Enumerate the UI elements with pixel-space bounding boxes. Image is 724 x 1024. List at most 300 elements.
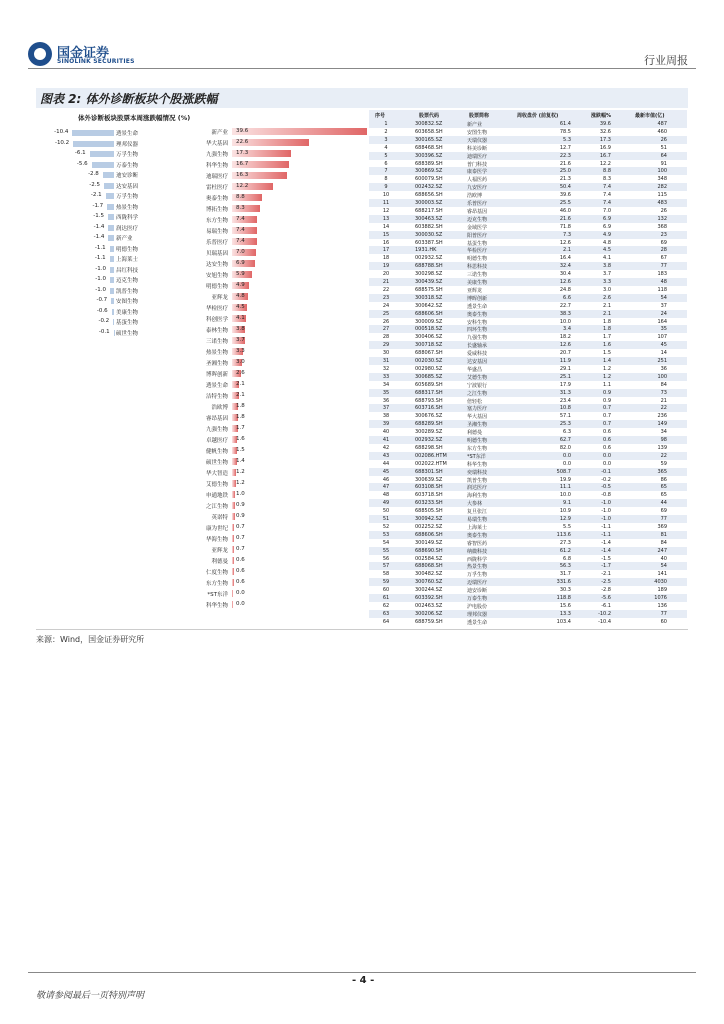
table-cell: 12.6 (559, 239, 571, 246)
table-row (369, 618, 687, 626)
table-cell: 22 (660, 405, 667, 412)
table-cell: 688575.SH (415, 286, 443, 293)
table-cell: 阳普医疗 (467, 232, 488, 239)
table-cell: 西陇科学 (467, 556, 488, 563)
table-cell: 6.9 (603, 215, 611, 222)
table-cell: 上海莱士 (467, 524, 488, 531)
neg-bar-label: 明德生物 (116, 246, 139, 253)
col-header-index: 序号 (375, 113, 386, 119)
table-row (369, 270, 687, 278)
neg-bar-label: 新产业 (116, 236, 133, 242)
table-cell: 科华生物 (467, 461, 488, 468)
table-cell: 8 (384, 176, 388, 183)
pos-bar (232, 128, 367, 135)
table-cell: 32.4 (559, 263, 571, 270)
table-cell: 35 (382, 389, 390, 396)
table-cell: 483 (657, 200, 667, 206)
table-cell: 长盛轴承 (467, 343, 488, 350)
table-cell: 4.9 (603, 231, 611, 238)
table-cell: 508.7 (556, 468, 571, 475)
table-row (369, 428, 687, 436)
table-cell: 迈瑞医疗 (467, 580, 488, 587)
table-cell: 1.4 (603, 358, 611, 364)
pos-bar (232, 524, 234, 531)
table-cell: -1.0 (601, 516, 611, 522)
table-cell: 23.4 (559, 397, 571, 404)
neg-bar-label: 美康生物 (116, 309, 139, 316)
table-cell: 3 (384, 136, 388, 143)
neg-bar (111, 298, 114, 304)
page-number: - 4 - (352, 975, 375, 986)
table-cell: *ST东洋 (467, 453, 486, 460)
table-row (369, 318, 687, 326)
table-cell: 亚辉龙 (467, 287, 483, 294)
pos-bar-label: 睿昂基因 (205, 416, 228, 422)
table-cell: 4.5 (603, 247, 611, 254)
pos-bar-value: 4.9 (236, 282, 245, 288)
table-cell: 7 (384, 168, 388, 175)
table-row (369, 278, 687, 286)
table-cell: 247 (657, 547, 667, 554)
pos-bar-value: 8.8 (236, 194, 245, 200)
table-row (369, 365, 687, 373)
neg-bar-label: 凯普生物 (116, 288, 139, 295)
table-cell: 57.1 (559, 413, 571, 420)
pos-bar (232, 513, 235, 520)
table-cell: 32.6 (599, 128, 611, 135)
pos-bar-value: 3.7 (236, 337, 245, 343)
table-cell: 4030 (654, 579, 667, 586)
table-cell: 4 (384, 144, 388, 151)
table-cell: 12.7 (559, 144, 571, 151)
table-row (369, 444, 687, 452)
table-cell: 迈克生物 (467, 216, 488, 223)
table-cell: 369 (657, 523, 667, 530)
table-cell: 1.2 (603, 373, 611, 380)
table-cell: 25 (382, 310, 390, 317)
pos-bar-value: 2.1 (236, 381, 245, 387)
table-cell: 45 (382, 468, 390, 475)
pos-bar-value: 0.0 (236, 590, 245, 596)
table-row (369, 215, 687, 223)
table-row (369, 160, 687, 168)
pos-bar-label: 奥泰生物 (205, 196, 228, 202)
source-note: 来源：Wind，国金证券研究所 (36, 635, 145, 644)
table-cell: 300642.SZ (415, 302, 443, 309)
pos-bar-value: 17.3 (236, 150, 249, 156)
table-cell: 0.6 (603, 444, 611, 451)
table-cell: 300676.SZ (415, 413, 443, 420)
table-cell: 三诺生物 (467, 272, 488, 279)
table-cell: 603882.SH (415, 223, 443, 230)
table-cell: 21.6 (559, 160, 571, 167)
table-cell: 61.2 (559, 547, 571, 554)
neg-bar-value: -0.7 (96, 297, 108, 303)
table-cell: 002584.SZ (415, 555, 443, 562)
table-cell: 7.3 (563, 231, 571, 238)
table-cell: 0.0 (563, 452, 571, 459)
table-cell: -10.2 (598, 610, 611, 617)
table-cell: 44 (660, 500, 667, 507)
table-cell: 纳微科技 (467, 548, 488, 555)
table-cell: 300406.SZ (415, 334, 443, 341)
neg-bar (110, 267, 114, 273)
table-cell: 14 (660, 350, 667, 357)
neg-bar (72, 130, 114, 136)
neg-bar-label: 理邦仪器 (116, 141, 139, 148)
table-cell: 113.6 (556, 531, 571, 538)
neg-bar-label: 硕世生物 (116, 330, 139, 337)
table-cell: 300149.SZ (415, 539, 443, 546)
table-cell: 5 (384, 152, 388, 159)
table-row (369, 562, 687, 570)
table-cell: 万孚生物 (467, 572, 488, 579)
table-cell: 77 (660, 610, 667, 617)
table-cell: 10.8 (559, 405, 571, 412)
table-cell: 300685.SZ (415, 373, 443, 380)
table-cell: 5.3 (563, 136, 571, 143)
table-cell: 华检医疗 (467, 248, 488, 255)
pos-bar-value: 16.3 (236, 172, 249, 178)
pos-bar-value: 3.0 (236, 359, 245, 365)
neg-bar-label: 达安基因 (116, 183, 139, 190)
table-cell: 43 (382, 452, 390, 459)
table-cell: 睿昂基因 (467, 208, 488, 215)
table-row (369, 128, 687, 136)
neg-bar-label: 润达医疗 (116, 225, 139, 232)
table-cell: 0.7 (603, 405, 611, 412)
table-cell: 50 (382, 508, 390, 515)
table-cell: 688289.SH (415, 421, 443, 428)
pos-bar-label: 亚辉龙 (211, 295, 228, 301)
table-cell: 118 (657, 286, 667, 293)
table-cell: -1.7 (601, 563, 611, 570)
pos-bar-label: 雷杜医疗 (205, 185, 228, 191)
neg-bar (104, 183, 114, 189)
table-cell: 0.0 (603, 452, 611, 459)
table-row (369, 404, 687, 412)
table-row (369, 120, 687, 128)
table-cell: 300009.SZ (415, 318, 443, 325)
table-cell: 6.9 (603, 223, 611, 230)
table-cell: 8.3 (603, 176, 611, 183)
table-cell: 四环生物 (467, 327, 488, 334)
table-cell: 迪瑞医疗 (467, 153, 488, 160)
table-cell: 热景生物 (467, 564, 488, 571)
table-cell: 603392.SH (415, 595, 443, 601)
pos-bar-label: 健帆生物 (205, 449, 228, 455)
table-cell: -0.5 (601, 484, 611, 491)
table-cell: 84 (660, 539, 667, 546)
table-cell: 4.1 (603, 255, 611, 262)
table-cell: 26 (382, 318, 390, 325)
table-cell: 迪安诊断 (467, 588, 488, 595)
table-cell: 487 (657, 121, 667, 127)
table-cell: 15 (382, 231, 390, 238)
table-cell: 60 (382, 587, 390, 594)
pos-bar-value: 3.8 (236, 326, 245, 332)
table-cell: 002252.SZ (415, 523, 443, 530)
neg-bar-label: 基蛋生物 (116, 320, 139, 326)
table-row (369, 539, 687, 547)
table-cell: 17 (382, 247, 390, 254)
neg-bar-value: -1.0 (95, 286, 106, 293)
neg-bar (92, 162, 114, 168)
neg-bar-label: 万孚生物 (116, 152, 139, 158)
table-cell: 300206.SZ (415, 610, 443, 617)
table-cell: 12 (382, 207, 390, 214)
table-cell: 81 (660, 531, 667, 538)
table-cell: 透景生命 (467, 303, 488, 310)
pos-bar (232, 568, 234, 575)
table-row (369, 246, 687, 254)
table-cell: 82.0 (559, 444, 571, 451)
table-cell: 39 (382, 421, 390, 428)
table-row (369, 547, 687, 555)
table-cell: 3.4 (563, 326, 571, 333)
table-cell: 605689.SH (415, 381, 443, 388)
table-cell: 科思科技 (467, 264, 488, 271)
table-row (369, 515, 687, 523)
table-cell: 21 (660, 397, 667, 404)
table-cell: 132 (657, 215, 667, 222)
pos-bar-label: 三诺生物 (205, 339, 228, 345)
table-row (369, 373, 687, 381)
table-cell: 65 (660, 484, 667, 491)
neg-bar-value: -2.8 (88, 171, 99, 177)
table-cell: 2.6 (603, 294, 611, 301)
pos-bar-label: 浩欧博 (211, 405, 228, 411)
pos-bar-value: 2.1 (236, 392, 245, 398)
table-cell: 19 (382, 263, 390, 270)
neg-bar (108, 225, 114, 231)
table-cell: 002463.SZ (415, 602, 443, 609)
table-cell: 31 (382, 358, 390, 364)
table-row (369, 452, 687, 460)
table-cell: -0.8 (601, 492, 611, 499)
table-row (369, 144, 687, 152)
table-cell: 34 (660, 429, 667, 436)
table-cell: 603658.SH (415, 128, 443, 135)
table-cell: 300003.SZ (415, 200, 443, 206)
table-cell: 000518.SZ (415, 326, 443, 333)
table-cell: 20.7 (559, 350, 571, 357)
table-row (369, 239, 687, 247)
table-cell: 30.4 (559, 271, 571, 278)
chart-title: 体外诊断板块股票本周涨跌幅情况 (%) (78, 114, 191, 122)
table-cell: 688301.SH (415, 468, 443, 475)
neg-bar-value: -0.6 (96, 307, 108, 314)
logo-mark-icon (28, 42, 52, 66)
table-cell: 300718.SZ (415, 342, 443, 349)
table-cell: 002432.SZ (415, 184, 443, 191)
table-row (369, 460, 687, 468)
table-cell: 0.6 (603, 437, 611, 443)
table-row (369, 381, 687, 389)
table-cell: 61 (382, 595, 390, 601)
table-cell: 149 (657, 421, 667, 428)
table-row (369, 167, 687, 175)
pos-bar-value: 7.4 (236, 227, 245, 233)
neg-bar-label: 万泰生物 (116, 162, 139, 169)
table-cell: 3.3 (603, 279, 611, 285)
table-row (369, 183, 687, 191)
table-cell: 爱威科技 (467, 351, 488, 358)
table-cell: 0.9 (603, 389, 611, 396)
table-row (369, 349, 687, 357)
table-cell: 61.4 (559, 121, 571, 127)
table-cell: 19.9 (559, 476, 571, 483)
table-cell: 2 (384, 128, 388, 135)
pos-bar-label: 硕世生物 (205, 460, 228, 466)
table-cell: 59 (660, 460, 667, 467)
table-cell: 688217.SH (415, 207, 443, 214)
table-cell: -1.5 (601, 555, 611, 562)
table-cell: 1076 (654, 595, 667, 601)
table-row (369, 223, 687, 231)
pos-bar-value: 0.9 (236, 513, 245, 519)
pos-bar-value: 3.3 (236, 348, 245, 354)
table-row (369, 152, 687, 160)
table-row (369, 286, 687, 294)
table-cell: 688505.SH (415, 508, 443, 515)
table-cell: -1.0 (601, 508, 611, 515)
table-cell: 18.2 (559, 334, 571, 341)
neg-bar-value: -10.4 (54, 129, 69, 135)
table-cell: 1.8 (603, 326, 611, 333)
table-cell: 35 (660, 326, 667, 333)
table-cell: 34 (382, 381, 390, 388)
table-cell: 1.8 (603, 318, 611, 325)
report-type: 行业周报 (644, 54, 688, 67)
table-cell: 圣湘生物 (467, 422, 488, 429)
table-cell: 141 (657, 571, 667, 578)
table-cell: 40 (660, 555, 667, 562)
neg-bar (103, 172, 114, 178)
table-cell: 9.1 (563, 500, 571, 507)
table-cell: 300639.SZ (415, 476, 443, 483)
table-cell: 37 (382, 405, 390, 412)
pos-bar-value: 0.6 (236, 579, 245, 585)
col-header-mktcap: 最新市值(亿) (635, 113, 665, 119)
table-cell: 73 (660, 389, 667, 396)
table-cell: 54 (660, 294, 667, 301)
table-cell: 1.5 (603, 350, 611, 357)
table-row (369, 357, 687, 365)
table-cell: 139 (657, 444, 667, 451)
table-row (369, 254, 687, 262)
table-cell: 1.7 (603, 334, 611, 341)
table-cell: 宁波银行 (467, 382, 488, 389)
table-cell: 52 (382, 523, 390, 530)
table-cell: 九安医疗 (467, 185, 488, 192)
pos-bar-value: 7.4 (236, 216, 245, 222)
table-cell: 理邦仪器 (467, 611, 488, 618)
table-cell: 2.1 (563, 247, 571, 254)
table-cell: 20 (382, 271, 390, 278)
table-cell: 塞力医疗 (467, 406, 488, 413)
neg-bar-value: -1.4 (93, 234, 105, 240)
table-cell: 38.3 (559, 310, 571, 317)
neg-bar (110, 277, 114, 283)
table-cell: 62.7 (559, 437, 571, 443)
table-cell: 3.7 (603, 271, 611, 278)
brand-en: SINOLINK SECURITIES (57, 58, 135, 65)
table-cell: 22 (660, 452, 667, 459)
table-cell: 10.0 (559, 318, 571, 325)
table-cell: -1.1 (601, 531, 611, 538)
table-cell: 海利生物 (467, 493, 488, 500)
pos-bar (232, 491, 235, 498)
table-cell: 25.3 (559, 421, 571, 428)
table-cell: 6 (384, 160, 388, 167)
table-cell: 27.3 (559, 539, 571, 546)
table-cell: 688690.SH (415, 547, 443, 554)
pos-bar-label: 科华生物 (205, 603, 228, 609)
pos-bar-label: 博拓生物 (205, 207, 228, 213)
neg-bar-label: 安图生物 (116, 299, 139, 305)
table-cell: 9 (384, 184, 388, 191)
table-cell: 10.0 (559, 492, 571, 499)
table-cell: 115 (657, 192, 667, 199)
neg-bar-label: 上海莱士 (116, 257, 139, 263)
table-cell: 30.3 (559, 587, 571, 594)
table-cell: 24 (382, 302, 390, 309)
table-cell: 0.9 (603, 397, 611, 404)
pos-bar-label: 泰林生物 (205, 328, 228, 334)
pos-bar (232, 579, 234, 586)
pos-bar-value: 4.1 (236, 315, 245, 321)
pos-bar-value: 12.2 (236, 183, 249, 189)
table-cell: 人福医药 (467, 177, 488, 184)
table-cell: 23 (660, 231, 667, 238)
table-cell: 32 (382, 365, 390, 372)
table-cell: 54 (660, 563, 667, 570)
table-row (369, 578, 687, 586)
table-cell: 59 (382, 579, 390, 586)
table-cell: 54 (382, 539, 390, 546)
table-row (369, 531, 687, 539)
table-row (369, 199, 687, 207)
table-cell: 47 (382, 484, 390, 491)
neg-bar (90, 151, 114, 157)
table-cell: 大参林 (467, 501, 483, 508)
table-cell: 63 (382, 610, 390, 617)
table-cell: 56.3 (559, 563, 571, 570)
table-cell: 44 (382, 460, 390, 467)
table-cell: 0.0 (563, 460, 571, 467)
table-cell: 22.7 (559, 302, 571, 309)
table-cell: 36 (382, 397, 390, 404)
table-cell: -6.1 (601, 602, 611, 609)
pos-bar-value: 4.8 (236, 293, 245, 299)
table-cell: 明德生物 (467, 256, 488, 263)
neg-bar-label: 万孚生物 (116, 194, 139, 200)
table-cell: 22.3 (559, 152, 571, 159)
table-cell: 39.6 (559, 192, 571, 199)
table-cell: -1.0 (601, 500, 611, 507)
table-cell: 12.6 (559, 279, 571, 285)
pos-bar-value: 4.5 (236, 304, 245, 310)
table-cell: 40 (382, 429, 390, 436)
table-cell: 38 (382, 413, 390, 420)
table-cell: 3.8 (603, 263, 611, 270)
table-cell: 11.1 (559, 484, 571, 491)
table-cell: 1.6 (603, 342, 611, 349)
pos-bar-value: 0.0 (236, 601, 245, 607)
table-cell: 300942.SZ (415, 516, 443, 522)
table-cell: 688606.SH (415, 531, 443, 538)
